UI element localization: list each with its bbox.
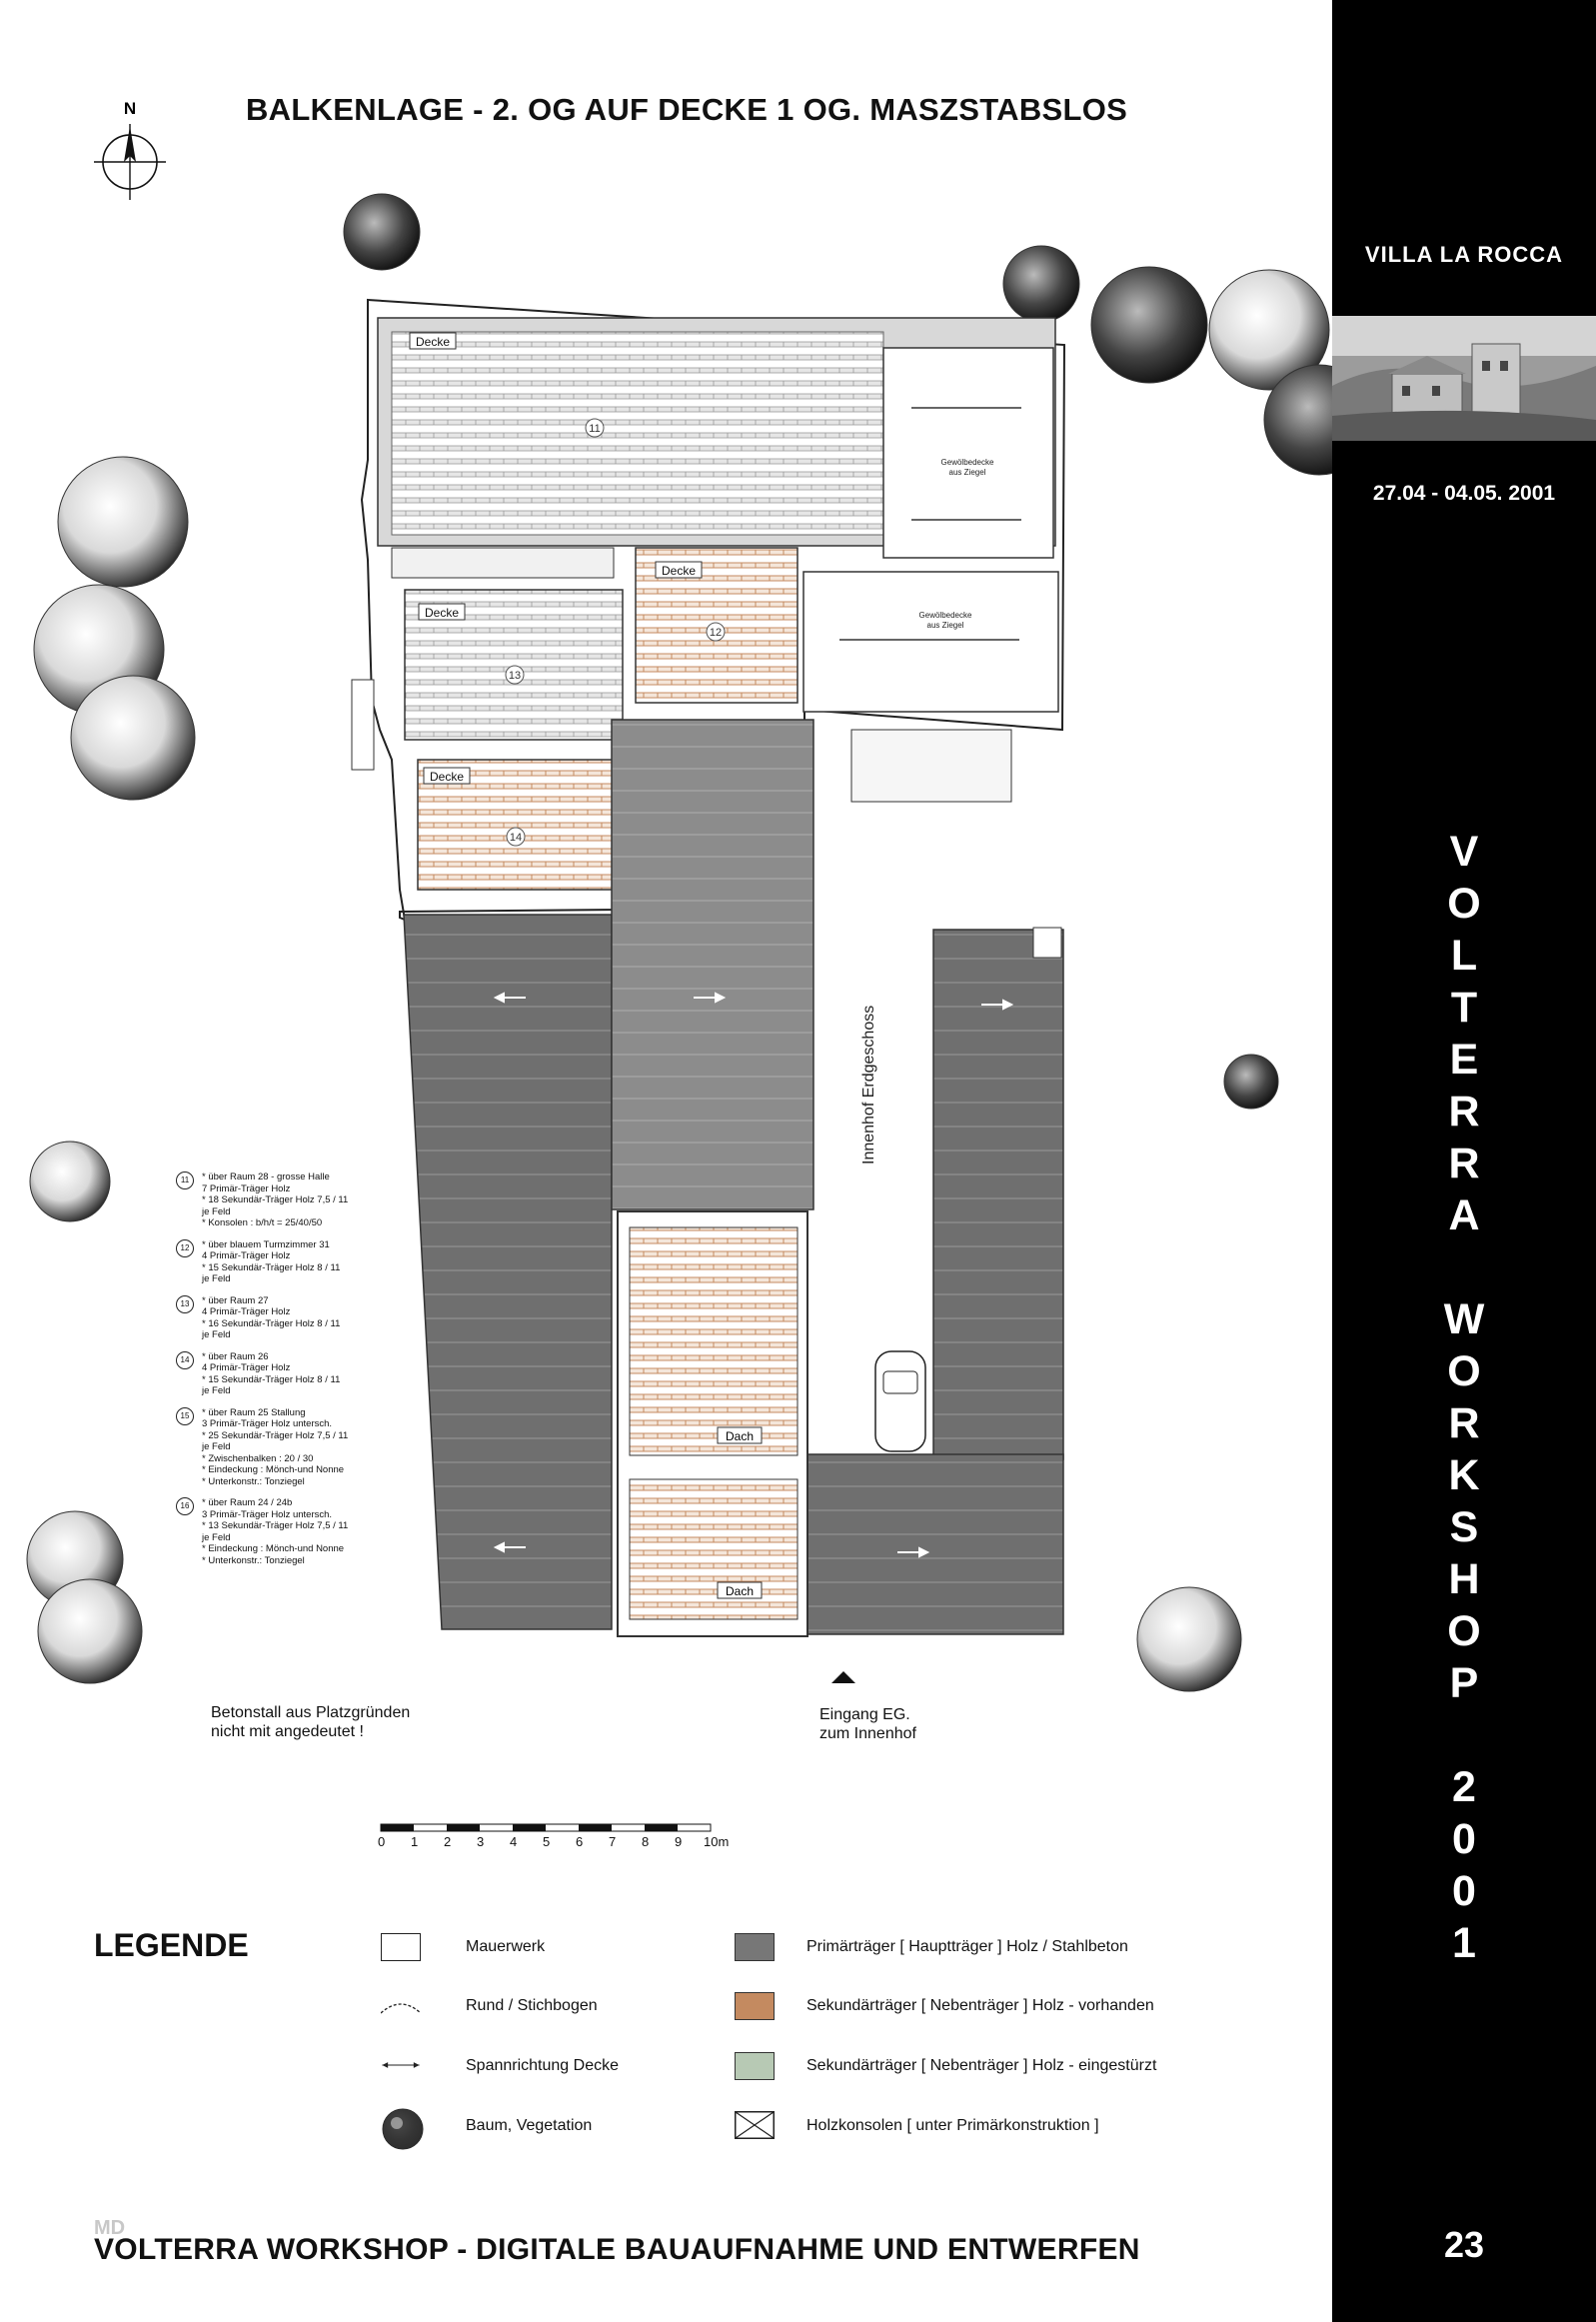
decke-label: Decke	[429, 770, 465, 784]
span-arrow-icon	[381, 2051, 421, 2079]
room-legend-entry	[176, 1239, 376, 1285]
arc-icon	[381, 1991, 421, 2019]
room-legend-line: * über Raum 28 - grosse Halle	[202, 1171, 330, 1182]
project-name: VILLA LA ROCCA	[1364, 242, 1564, 267]
villa-photo	[1332, 316, 1596, 441]
courtyard-label: Innenhof Erdgeschoss	[860, 1005, 877, 1164]
vertical-letter: K	[1448, 1451, 1480, 1499]
north-label: N	[123, 99, 137, 118]
scale-tick: 1	[411, 1834, 419, 1849]
vertical-letter: H	[1448, 1555, 1480, 1603]
vertical-letter: S	[1449, 1503, 1479, 1551]
vertical-letter: 2	[1452, 1763, 1476, 1811]
secondary-collapsed-swatch	[735, 2052, 775, 2080]
vertical-letter: O	[1447, 1347, 1481, 1395]
legend-label: Mauerwerk	[466, 1938, 546, 1955]
dach-label: Dach	[725, 1584, 755, 1598]
scale-tick: 0	[378, 1834, 386, 1849]
legend-label: Baum, Vegetation	[466, 2117, 593, 2134]
scale-tick: 2	[444, 1834, 452, 1849]
room-legend-entry	[176, 1171, 376, 1229]
legend-label: Rund / Stichbogen	[466, 1997, 598, 2014]
dach-label: Dach	[725, 1429, 755, 1443]
scale-tick: 3	[477, 1834, 485, 1849]
room-number: 13	[508, 670, 522, 682]
legend-label: Holzkonsolen [ unter Primärkonstruktion ]	[806, 2117, 1099, 2134]
sidebar	[1332, 0, 1596, 2322]
room-legend-line: * über Raum 24 / 24b	[202, 1497, 293, 1508]
room-legend-line: * Zwischenbalken : 20 / 30	[202, 1452, 314, 1464]
vertical-letter: V	[1449, 828, 1479, 876]
tree-icon	[38, 1579, 142, 1683]
room-legend-line: je Feld	[202, 1441, 231, 1452]
betonstall-note	[211, 1703, 410, 1741]
vault-label-sub: aus Ziegel	[948, 468, 986, 477]
room-legend-line: je Feld	[202, 1329, 231, 1340]
room-legend-line: je Feld	[202, 1531, 231, 1543]
tree-icon	[58, 457, 188, 587]
vertical-letter: L	[1450, 932, 1478, 980]
entrance-note	[819, 1705, 916, 1743]
room-number: 14	[509, 832, 523, 844]
scale-tick: 10m	[704, 1834, 730, 1849]
vertical-letter: R	[1448, 1140, 1480, 1187]
decke-label: Decke	[661, 564, 697, 578]
vault-label: Gewölbedecke	[940, 458, 994, 467]
workshop-dates: 27.04 - 04.05. 2001	[1372, 482, 1556, 505]
vault-label-sub: aus Ziegel	[926, 621, 964, 630]
lower-rooms	[618, 1211, 807, 1636]
note-line: zum Innenhof	[819, 1725, 916, 1742]
room-number-badge: 13	[176, 1295, 194, 1313]
room-legend	[176, 1171, 376, 1576]
entrance-marker-icon	[831, 1671, 855, 1683]
vault-label: Gewölbedecke	[918, 611, 972, 620]
room-legend-line: * Unterkonstr.: Tonziegel	[202, 1554, 305, 1566]
tree-icon	[1091, 267, 1207, 383]
vertical-letter: 1	[1452, 1919, 1476, 1967]
scale-tick: 7	[609, 1834, 617, 1849]
room-legend-line: * über Raum 27	[202, 1294, 269, 1306]
scale-bar	[381, 1824, 711, 1831]
vertical-letter: P	[1449, 1659, 1479, 1707]
page-title: BALKENLAGE - 2. OG AUF DECKE 1 OG. MASZSTABSLOS	[246, 92, 1128, 127]
room-number-badge: 12	[176, 1239, 194, 1257]
note-line: nicht mit angedeutet !	[211, 1723, 364, 1740]
room-number: 11	[589, 423, 601, 435]
room-legend-line: * über blauem Turmzimmer 31	[202, 1238, 330, 1250]
room-legend-line: * Konsolen : b/h/t = 25/40/50	[202, 1217, 323, 1228]
legend-label: Sekundärträger [ Nebenträger ] Holz - eingestürzt	[806, 2057, 1157, 2074]
tree-icon	[344, 194, 420, 270]
room-legend-line: * 16 Sekundär-Träger Holz 8 / 11	[202, 1317, 341, 1329]
masonry-swatch	[381, 1933, 421, 1961]
scale-tick: 4	[510, 1834, 518, 1849]
tree-icon	[30, 1142, 110, 1221]
room-legend-line: 7 Primär-Träger Holz	[202, 1182, 291, 1194]
room-legend-line: * 13 Sekundär-Träger Holz 7,5 / 11	[202, 1520, 349, 1531]
primary-beam-swatch	[735, 1933, 775, 1961]
room-legend-line: * 15 Sekundär-Träger Holz 8 / 11	[202, 1373, 341, 1385]
tree-icon	[1224, 1055, 1278, 1109]
vertical-letter: R	[1448, 1399, 1480, 1447]
footer-title: VOLTERRA WORKSHOP - DIGITALE BAUAUFNAHME UND ENTWERFEN	[94, 2233, 1140, 2266]
room-legend-line: je Feld	[202, 1385, 231, 1396]
vertical-letter: W	[1443, 1295, 1485, 1343]
room-legend-line: * über Raum 25 Stallung	[202, 1406, 306, 1418]
legend-label: Sekundärträger [ Nebenträger ] Holz - vorhanden	[806, 1997, 1154, 2014]
scale-tick: 9	[675, 1834, 683, 1849]
decke-label: Decke	[415, 335, 451, 349]
room-number-badge: 15	[176, 1407, 194, 1425]
room-legend-line: * 18 Sekundär-Träger Holz 7,5 / 11	[202, 1194, 349, 1205]
room-legend-line: 4 Primär-Träger Holz	[202, 1362, 291, 1373]
page-number: 23	[1443, 2224, 1485, 2265]
vertical-letter	[1332, 1709, 1596, 1761]
decke-label: Decke	[424, 606, 460, 620]
car-icon	[875, 1351, 925, 1451]
tree-icon	[1003, 246, 1079, 322]
room-number-badge: 11	[176, 1171, 194, 1189]
initials: MD	[94, 2217, 126, 2239]
room-legend-line: * über Raum 26	[202, 1350, 269, 1362]
vertical-letter: O	[1447, 1607, 1481, 1655]
room-legend-line: 3 Primär-Träger Holz untersch.	[202, 1418, 333, 1429]
room-legend-line: 4 Primär-Träger Holz	[202, 1250, 291, 1261]
room-legend-line: * Unterkonstr.: Tonziegel	[202, 1475, 305, 1487]
room-legend-entry	[176, 1407, 376, 1488]
vertical-letter: 0	[1452, 1867, 1476, 1915]
room-legend-line: 3 Primär-Träger Holz untersch.	[202, 1508, 333, 1520]
vertical-title	[1332, 826, 1596, 1969]
vertical-letter: R	[1448, 1088, 1480, 1136]
room-number-badge: 14	[176, 1351, 194, 1369]
legend-title: LEGENDE	[94, 1927, 249, 1963]
scale-tick: 6	[576, 1834, 584, 1849]
room-legend-line: * Eindeckung : Mönch-und Nonne	[202, 1464, 345, 1475]
vertical-letter: E	[1449, 1036, 1479, 1084]
legend-label: Spannrichtung Decke	[466, 2057, 619, 2074]
note-line: Betonstall aus Platzgründen	[211, 1704, 411, 1721]
scale-tick: 8	[642, 1834, 650, 1849]
wood-console-icon	[735, 2111, 775, 2139]
room-legend-line: je Feld	[202, 1273, 231, 1284]
note-line: Eingang EG.	[819, 1706, 910, 1723]
tree-icon	[381, 2107, 425, 2151]
room-number-badge: 16	[176, 1497, 194, 1515]
tree-icon	[71, 676, 195, 800]
room-legend-line: * 15 Sekundär-Träger Holz 8 / 11	[202, 1261, 341, 1273]
room-legend-line: 4 Primär-Träger Holz	[202, 1306, 291, 1317]
room-legend-line: je Feld	[202, 1205, 231, 1217]
vertical-letter: O	[1447, 880, 1481, 928]
secondary-existing-swatch	[735, 1992, 775, 2020]
vertical-letter: 0	[1452, 1815, 1476, 1863]
room-legend-entry	[176, 1351, 376, 1397]
vertical-letter: A	[1448, 1191, 1480, 1239]
room-number: 12	[709, 627, 723, 639]
legend-label: Primärträger [ Hauptträger ] Holz / Stahlbeton	[806, 1938, 1128, 1955]
room-legend-line: * Eindeckung : Mönch-und Nonne	[202, 1543, 345, 1554]
vertical-letter	[1332, 1241, 1596, 1293]
scale-tick: 5	[543, 1834, 551, 1849]
room-legend-entry	[176, 1295, 376, 1341]
tree-icon	[1137, 1587, 1241, 1691]
vertical-letter: T	[1450, 984, 1478, 1032]
room-legend-line: * 25 Sekundär-Träger Holz 7,5 / 11	[202, 1429, 349, 1441]
room-legend-entry	[176, 1497, 376, 1566]
